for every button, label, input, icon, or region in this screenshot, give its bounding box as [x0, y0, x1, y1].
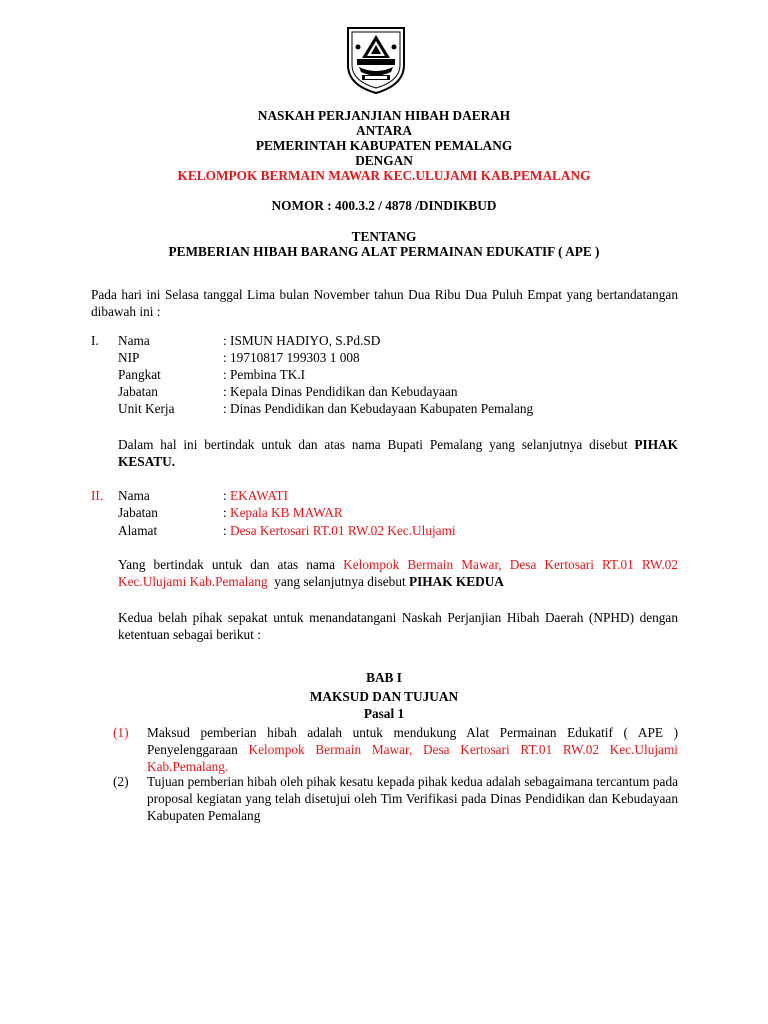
item-1-text-red: Kelompok Bermain Mawar, Desa Kertosari RT.01 RW.02 Kec.Ulujami Kab.Pemalang. — [147, 742, 678, 774]
colon: : — [223, 523, 231, 538]
bab-subtitle: MAKSUD DAN TUJUAN — [309, 689, 459, 704]
party2-label: Jabatan — [118, 505, 158, 520]
pasal-heading: Pasal 1 — [363, 706, 405, 721]
tentang-heading: TENTANG — [351, 229, 417, 244]
party2-label: Nama — [118, 488, 150, 503]
party2-value — [223, 487, 288, 504]
party1-description — [118, 436, 678, 470]
title-line-3: PEMERINTAH KABUPATEN PEMALANG — [255, 138, 513, 153]
party2-number: II. — [91, 488, 104, 503]
party1-value: : Kepala Dinas Pendidikan dan Kebudayaan — [223, 384, 458, 399]
party1-label: Unit Kerja — [118, 401, 175, 416]
party1-value: : ISMUN HADIYO, S.Pd.SD — [223, 333, 381, 348]
party1-label: Pangkat — [118, 367, 161, 382]
party2-value-text: Kepala KB MAWAR — [230, 505, 343, 520]
regency-crest-logo — [345, 25, 407, 95]
colon: : — [223, 488, 231, 503]
party1-value: : Dinas Pendidikan dan Kebudayaan Kabupaten Pemalang — [223, 401, 534, 416]
item-1-text-plain: Maksud pemberian hibah adalah untuk mendukung Alat Permainan Edukatif ( APE ) Penyelenggaraan — [147, 725, 678, 757]
item-1-text — [147, 724, 678, 775]
party1-desc-text: Dalam hal ini bertindak untuk dan atas nama Bupati Pemalang yang selanjutnya disebut — [118, 437, 628, 452]
party2-value — [223, 522, 456, 539]
title-line-4: DENGAN — [355, 153, 413, 168]
item-2-text: Tujuan pemberian hibah oleh pihak kesatu kepada pihak kedua adalah sebagaimana tercantum pada proposal kegiatan yang telah disetujui oleh Tim Verifikasi pada Dinas Pendidikan dan Kebudayaan Kabupaten Pemalang — [147, 774, 678, 823]
party2-label: Alamat — [118, 523, 158, 538]
party2-value-text: Desa Kertosari RT.01 RW.02 Kec.Ulujami — [230, 523, 456, 538]
title-line-2: ANTARA — [356, 123, 412, 138]
party2-desc-mid: yang selanjutnya disebut — [267, 574, 409, 589]
item-2-number: (2) — [113, 774, 129, 789]
party1-value: : Pembina TK.I — [223, 367, 306, 382]
title-line-1: NASKAH PERJANJIAN HIBAH DAERAH — [257, 108, 511, 123]
party2-desc-red: Kelompok Bermain Mawar, Desa Kertosari RT.01 RW.02 Kec.Ulujami Kab.Pemalang — [118, 557, 678, 589]
party2-description — [118, 556, 678, 590]
agreement-paragraph: Kedua belah pihak sepakat untuk menandatangani Naskah Perjanjian Hibah Daerah (NPHD) dengan ketentuan sebagai berikut : — [118, 610, 678, 642]
party2-desc-pre: Yang bertindak untuk dan atas nama — [118, 557, 344, 572]
party2-value — [223, 504, 343, 521]
party1-value: : 19710817 199303 1 008 — [223, 350, 360, 365]
bab-title: BAB I — [366, 670, 402, 685]
intro-paragraph: Pada hari ini Selasa tanggal Lima bulan November tahun Dua Ribu Dua Puluh Empat yang bertandatangan dibawah ini : — [91, 287, 678, 319]
party2-value-text: EKAWATI — [230, 488, 289, 503]
title-line-5: KELOMPOK BERMAIN MAWAR KEC.ULUJAMI KAB.PEMALANG — [177, 168, 591, 183]
party1-label: Nama — [118, 333, 150, 348]
document-number: NOMOR : 400.3.2 / 4878 /DINDIKBUD — [271, 198, 497, 213]
party1-number: I. — [91, 333, 99, 348]
party1-label: NIP — [118, 350, 140, 365]
party1-label: Jabatan — [118, 384, 158, 399]
pihak-kesatu-label: PIHAK KESATU. — [118, 437, 678, 469]
subject-heading: PEMBERIAN HIBAH BARANG ALAT PERMAINAN EDUKATIF ( APE ) — [168, 244, 600, 259]
colon: : — [223, 505, 231, 520]
item-1-number: (1) — [113, 725, 129, 740]
pihak-kedua-label: PIHAK KEDUA — [408, 574, 504, 589]
